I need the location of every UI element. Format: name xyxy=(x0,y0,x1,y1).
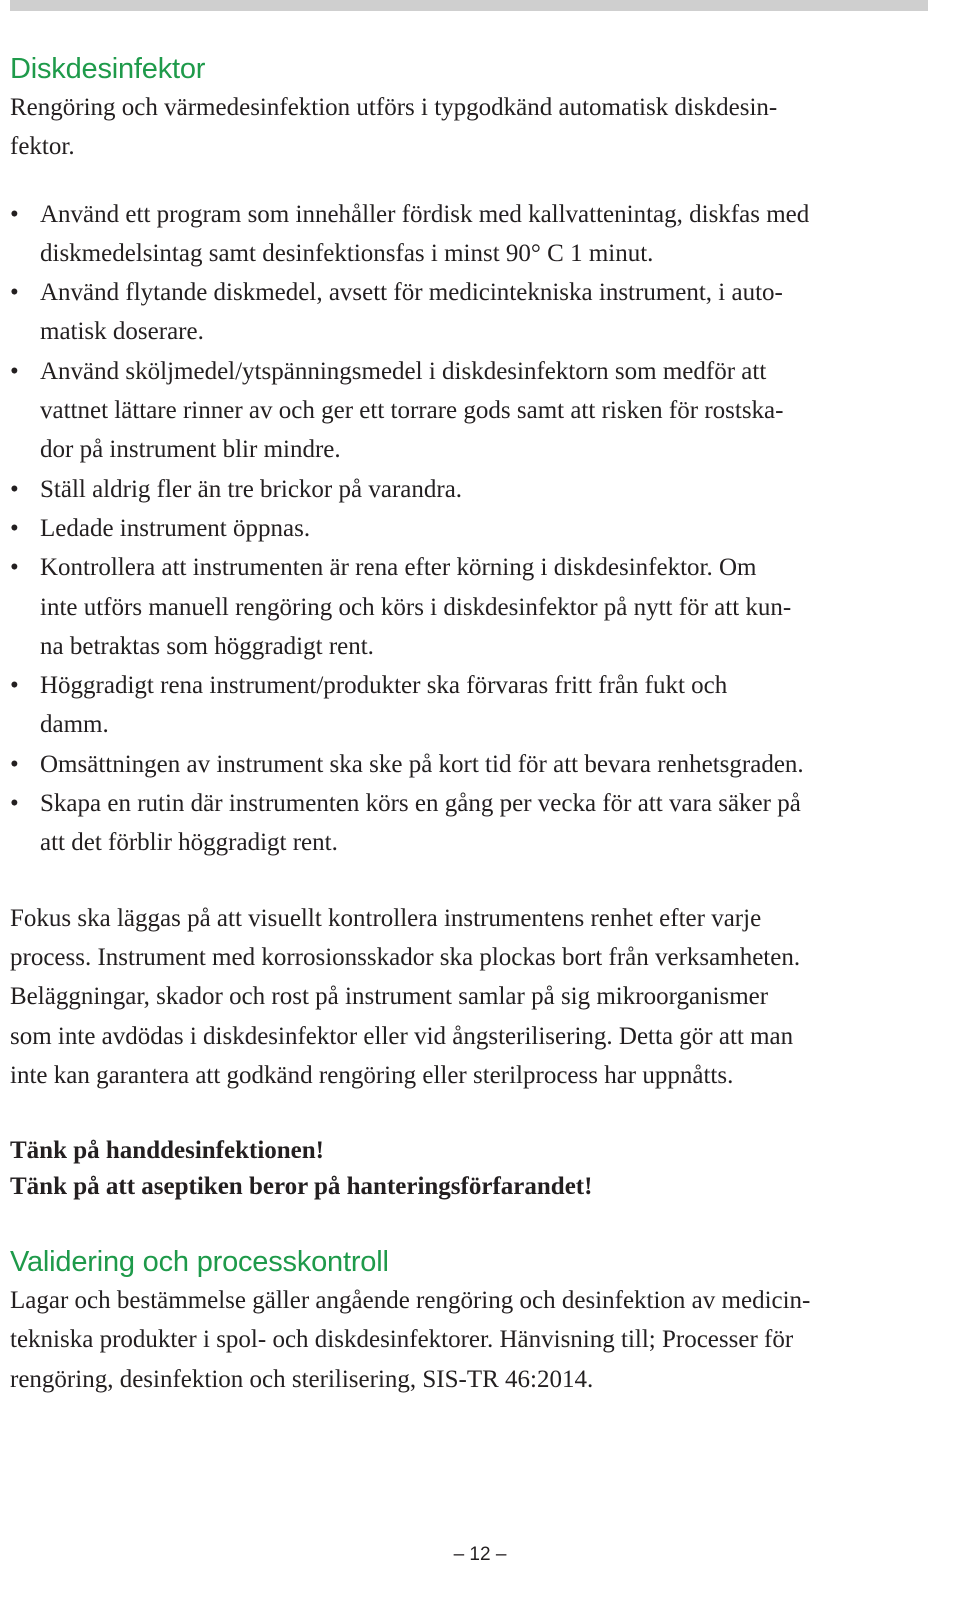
bullet-icon: • xyxy=(10,790,19,818)
list-item-line: Omsättningen av instrument ska ske på kort tid för att bevara renhetsgraden. xyxy=(40,750,804,778)
list-item xyxy=(10,509,930,548)
bullet-icon: • xyxy=(10,514,19,542)
intro-line: Rengöring och värmedesinfektion utförs i typgodkänd automatisk diskdesin- xyxy=(10,94,778,121)
paragraph-line: Fokus ska läggas på att visuellt kontrollera instrumentens renhet efter varje xyxy=(10,904,762,932)
paragraph-line: process. Instrument med korrosionsskador ska plockas bort från verksamheten. xyxy=(10,943,801,971)
list-item xyxy=(10,666,930,745)
paragraph-line: Lagar och bestämmelse gäller angående rengöring och desinfektion av medicin- xyxy=(10,1287,811,1315)
list-item-line: Höggradigt rena instrument/produkter ska förvaras fritt från fukt och xyxy=(40,672,728,700)
intro-paragraph xyxy=(10,88,930,167)
bullet-icon: • xyxy=(10,200,19,228)
page-number: – 12 – xyxy=(453,1544,507,1565)
list-item xyxy=(10,784,930,863)
list-item-line: inte utförs manuell rengöring och körs i diskdesinfektor på nytt för att kun- xyxy=(40,593,792,621)
list-item xyxy=(10,548,930,666)
list-item-line: Använd ett program som innehåller fördisk med kallvattenintag, diskfas med xyxy=(40,200,810,228)
list-item xyxy=(10,352,930,470)
bullet-icon: • xyxy=(10,672,19,700)
list-item-line: Ställ aldrig fler än tre brickor på varandra. xyxy=(40,475,463,503)
reminder-aseptic-handling: Tänk på att aseptiken beror på hanteringsförfarandet! xyxy=(10,1173,593,1201)
bullet-icon: • xyxy=(10,475,19,503)
list-item-line: att det förblir höggradigt rent. xyxy=(40,829,338,857)
list-item xyxy=(10,273,930,352)
focus-paragraph xyxy=(10,899,930,1095)
list-item-line: diskmedelsintag samt desinfektionsfas i minst 90° C 1 minut. xyxy=(40,239,654,267)
list-item xyxy=(10,470,930,509)
reminder-hand-disinfection: Tänk på handdesinfektionen! xyxy=(10,1137,325,1165)
validation-paragraph xyxy=(10,1281,930,1399)
list-item-line: damm. xyxy=(40,711,109,739)
instruction-list xyxy=(10,195,930,863)
top-rule xyxy=(10,0,928,11)
paragraph-line: rengöring, desinfektion och sterilisering, SIS-TR 46:2014. xyxy=(10,1365,594,1393)
bullet-icon: • xyxy=(10,554,19,582)
bullet-icon: • xyxy=(10,357,19,385)
page-content xyxy=(10,50,930,1399)
list-item-line: Använd sköljmedel/ytspänningsmedel i diskdesinfektorn som medför att xyxy=(40,357,767,385)
section-heading-diskdesinfektor: Diskdesinfektor xyxy=(10,53,206,85)
list-item-line: Skapa en rutin där instrumenten körs en gång per vecka för att vara säker på xyxy=(40,790,801,818)
list-item xyxy=(10,195,930,274)
list-item-line: Ledade instrument öppnas. xyxy=(40,514,311,542)
bullet-icon: • xyxy=(10,750,19,778)
list-item xyxy=(10,745,930,784)
list-item-line: Använd flytande diskmedel, avsett för medicintekniska instrument, i auto- xyxy=(40,279,783,307)
section-heading-validering: Validering och processkontroll xyxy=(10,1246,389,1279)
list-item-line: Kontrollera att instrumenten är rena efter körning i diskdesinfektor. Om xyxy=(40,554,757,582)
paragraph-line: inte kan garantera att godkänd rengöring eller sterilprocess har uppnåtts. xyxy=(10,1061,734,1089)
list-item-line: dor på instrument blir mindre. xyxy=(40,436,341,464)
bullet-icon: • xyxy=(10,279,19,307)
list-item-line: na betraktas som höggradigt rent. xyxy=(40,632,374,660)
paragraph-line: Beläggningar, skador och rost på instrument samlar på sig mikroorganismer xyxy=(10,983,769,1011)
paragraph-line: som inte avdödas i diskdesinfektor eller vid ångsterilisering. Detta gör att man xyxy=(10,1022,794,1050)
intro-line: fektor. xyxy=(10,133,75,161)
paragraph-line: tekniska produkter i spol- och diskdesinfektorer. Hänvisning till; Processer för xyxy=(10,1326,794,1354)
list-item-line: vattnet lättare rinner av och ger ett torrare gods samt att risken för rostska- xyxy=(40,397,784,425)
list-item-line: matisk doserare. xyxy=(40,318,204,346)
